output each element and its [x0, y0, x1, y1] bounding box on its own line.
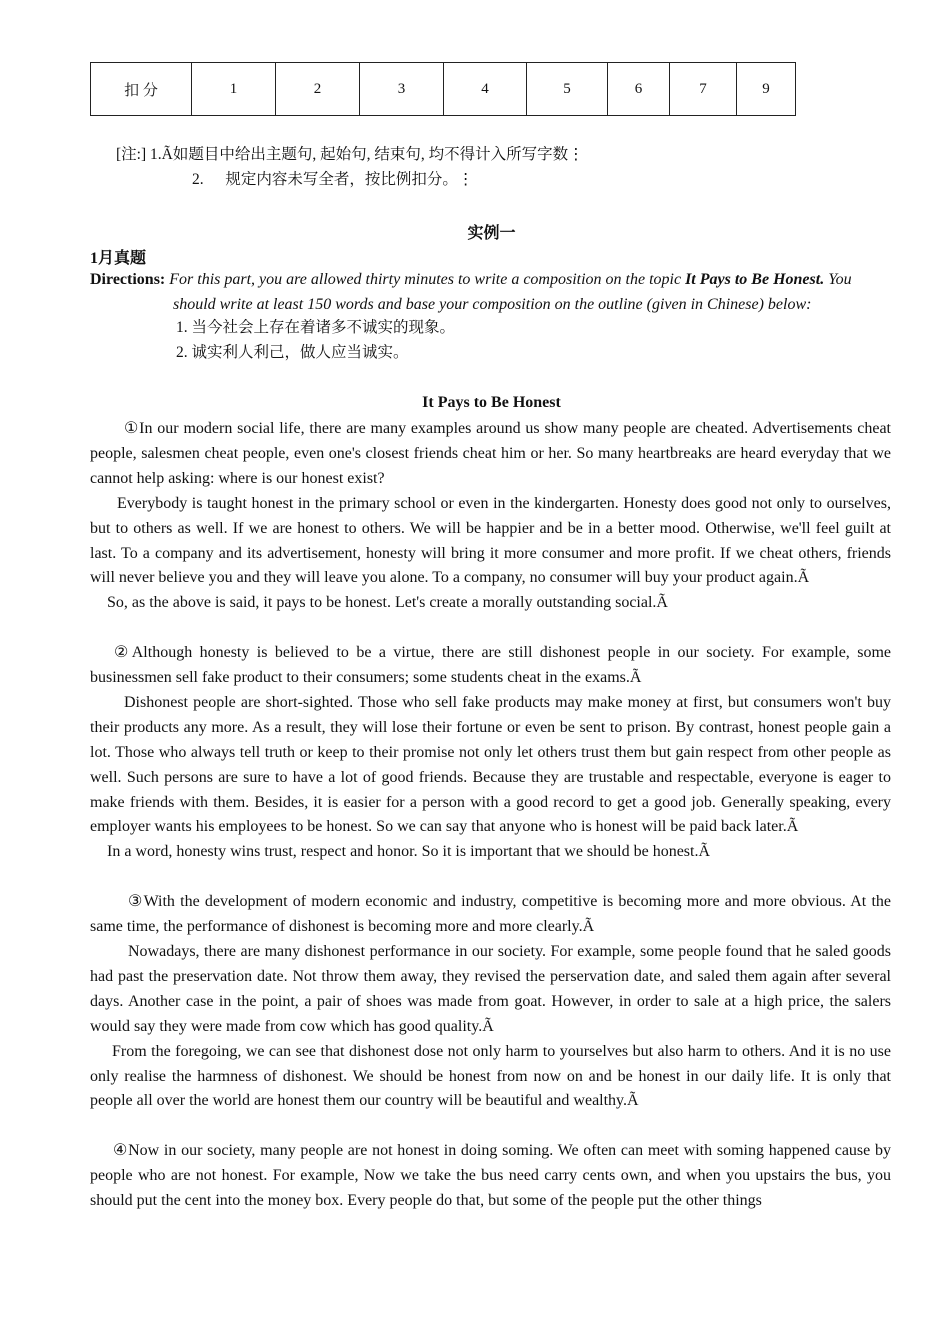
essay-4-para-1: ④Now in our society, many people are not honest in doing soming. We often can meet with soming happened cause by people who are not honest. For example, Now we take the bus need carry cents own, and when you upstairs the bus, you should put the cent into the money box. Every people do that, but some of the people put the other things [90, 1142, 891, 1210]
directions-topic: It Pays to Be Honest. [685, 271, 825, 288]
section-title: 实例一 [467, 225, 516, 242]
essay-body [90, 417, 891, 1214]
score-cell: 6 [608, 63, 670, 116]
note-line-1: [注:] 1.Ã如题目中给出主题句, 起始句, 结束句, 均不得计入所写字数⋮ [116, 146, 584, 163]
score-cell: 9 [737, 63, 796, 116]
directions-text-b-start: You [828, 271, 852, 288]
score-cell: 1 [192, 63, 276, 116]
outline-item-2: 2. 诚实利人利己，做人应当诚实。 [176, 344, 409, 361]
score-row [91, 63, 796, 116]
essay-2-para-3: In a word, honesty wins trust, respect and honor. So it is important that we should be honest.Ã [107, 843, 711, 861]
essay-title: It Pays to Be Honest [422, 394, 561, 411]
score-cell: 3 [360, 63, 444, 116]
score-header-cell: 扣 分 [91, 63, 192, 116]
directions [90, 267, 892, 317]
essay-2-para-2: Dishonest people are short-sighted. Those who sell fake products may make money at first, but consumers won't buy their products any more. As a result, they will lose their fortune or even be sent to prison. By contrast, honest people gain a lot. Those who always tell truth or keep to their promise not only let others trust them but gain respect from other people as well. Such persons are sure to have a lot of good friends. Because they are trustable and respectable, everyone is eager to make friends with them. Besides, it is easier for a person with a good record to get a good job. Generally speaking, every employer wants his employees to be honest. So we can say that anyone who is honest will be paid back later.Ã [90, 693, 891, 836]
note-line-2 [192, 168, 473, 192]
directions-text-a: For this part, you are allowed thirty minutes to write a composition on the topic [169, 271, 682, 288]
score-cell: 2 [276, 63, 360, 116]
score-cell: 4 [444, 63, 527, 116]
note-line-2-number: 2. [192, 171, 204, 188]
essay-3-para-1: ③With the development of modern economic and industry, competitive is becoming more and more obvious. At the same time, the performance of dishonest is becoming more and more clearly.Ã [90, 893, 891, 936]
essay-3-para-2: Nowadays, there are many dishonest performance in our society. For example, some people found that he saled goods had past the preservation date. Not throw them away, they revised the perservation date, and saled them again after several days. Another case in the point, a pair of shoes was made from goat. However, in order to sale at a high price, the salers would say they were made from cow which has good quality.Ã [90, 943, 891, 1035]
essay-1-para-1: ①In our modern social life, there are many examples around us show many people are cheated. Advertisements cheat people, salesmen cheat people, even one's closest friends cheat him or her. So many heartbreaks are heard everyday that we cannot help asking: where is our honest exist? [90, 420, 891, 487]
directions-label: Directions: [90, 271, 166, 288]
score-cell: 5 [527, 63, 608, 116]
essay-1-para-2: Everybody is taught honest in the primary school or even in the kindergarten. Honesty does good not only to ourselves, but to others as well. If we are honest to others. We will be happier and be in a better mood. Otherwise, we'll feel guilt at last. To a company and its advertisement, honesty will bring it more consumer and more profit. If we cheat others, friends will never believe you and they will leave you alone. To a company, no consumer will buy your product again.Ã [90, 494, 891, 587]
month-label: 1月真题 [90, 250, 147, 267]
score-table [90, 62, 796, 116]
directions-text-b: should write at least 150 words and base your composition on the outline (given in Chinese) below: [173, 296, 812, 313]
outline-item-1: 1. 当今社会上存在着诸多不诚实的现象。 [176, 319, 456, 336]
note-line-2-text: 规定内容未写全者，按比例扣分。⋮ [225, 171, 474, 188]
essay-1-para-3: So, as the above is said, it pays to be honest. Let's create a morally outstanding social.Ã [107, 594, 668, 612]
essay-2-para-1: ②Although honesty is believed to be a virtue, there are still dishonest people in our society. For example, some businessmen sell fake product to their consumers; some students cheat in the exams.Ã [90, 644, 891, 687]
score-cell: 7 [670, 63, 737, 116]
essay-3-para-3: From the foregoing, we can see that dishonest dose not only harm to yourselves but also harm to others. And it is no use only realise the harmness of dishonest. We should be honest from now on and be honest in our daily life. It is only that people all over the world are honest them our country will be beautiful and wealthy.Ã [90, 1042, 891, 1110]
